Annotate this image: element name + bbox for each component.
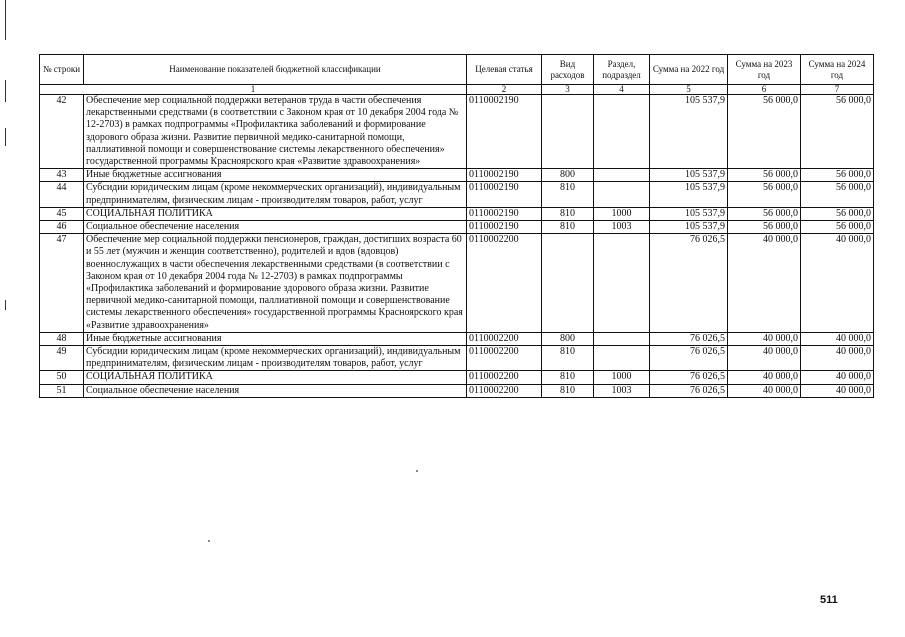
sum-2024: 56 000,0 <box>801 182 874 207</box>
sum-2022: 76 026,5 <box>650 332 728 345</box>
table-row <box>40 371 874 384</box>
indicator-name: Субсидии юридическим лицам (кроме некоммерческих организаций), индивидуальным предпринимателям, физическим лицам - производителям товаров, работ, услуг <box>84 182 467 207</box>
sum-2024: 56 000,0 <box>801 221 874 234</box>
header-no: № строки <box>40 55 84 85</box>
scan-speck <box>208 540 210 542</box>
sum-2023: 40 000,0 <box>728 371 801 384</box>
expense-type: 810 <box>542 207 594 220</box>
target-article: 0110002190 <box>467 95 542 169</box>
expense-type: 810 <box>542 182 594 207</box>
indicator-name: Иные бюджетные ассигнования <box>84 332 467 345</box>
page-number: 511 <box>820 594 838 606</box>
section-subsection <box>594 346 650 371</box>
row-number: 49 <box>40 346 84 371</box>
expense-type: 800 <box>542 332 594 345</box>
header-vr: Вид расходов <box>542 55 594 85</box>
sum-2022: 105 537,9 <box>650 182 728 207</box>
column-number-row <box>40 85 874 95</box>
column-number: 4 <box>594 85 650 95</box>
sum-2023: 40 000,0 <box>728 346 801 371</box>
table-row <box>40 384 874 397</box>
sum-2022: 76 026,5 <box>650 371 728 384</box>
target-article: 0110002190 <box>467 221 542 234</box>
table-row <box>40 95 874 169</box>
sum-2023: 40 000,0 <box>728 384 801 397</box>
column-number: 1 <box>40 85 467 95</box>
sum-2022: 105 537,9 <box>650 169 728 182</box>
expense-type <box>542 95 594 169</box>
sum-2024: 40 000,0 <box>801 234 874 333</box>
section-subsection: 1000 <box>594 207 650 220</box>
table-row <box>40 332 874 345</box>
header-name: Наименование показателей бюджетной классификации <box>84 55 467 85</box>
table-row <box>40 182 874 207</box>
indicator-name: Обеспечение мер социальной поддержки пенсионеров, граждан, достигших возраста 60 и 55 лет (мужчин и женщин соответственно), родителей и вдов (вдовцов) военнослужащих в части обеспечения лекарственными средствами (в соответствии с Законом края от 10 декабря 2004 года № 12-2703) в рамках подпрограммы «Профилактика заболеваний и формирование здорового образа жизни. Развитие первичной медико-санитарной помощи, паллиативной помощи и совершенствование системы лекарственного обеспечения» государственной программы Красноярского края «Развитие здравоохранения» <box>84 234 467 333</box>
section-subsection <box>594 182 650 207</box>
indicator-name: СОЦИАЛЬНАЯ ПОЛИТИКА <box>84 371 467 384</box>
header-row <box>40 55 874 85</box>
section-subsection: 1003 <box>594 384 650 397</box>
indicator-name: СОЦИАЛЬНАЯ ПОЛИТИКА <box>84 207 467 220</box>
target-article: 0110002190 <box>467 169 542 182</box>
column-number: 2 <box>467 85 542 95</box>
target-article: 0110002190 <box>467 207 542 220</box>
header-sum-2022: Сумма на 2022 год <box>650 55 728 85</box>
sum-2023: 56 000,0 <box>728 95 801 169</box>
target-article: 0110002200 <box>467 332 542 345</box>
table-body <box>40 95 874 398</box>
header-sum-2023: Сумма на 2023 год <box>728 55 801 85</box>
table-row <box>40 221 874 234</box>
row-number: 45 <box>40 207 84 220</box>
header-sum-2024: Сумма на 2024 год <box>801 55 874 85</box>
indicator-name: Социальное обеспечение населения <box>84 221 467 234</box>
sum-2023: 40 000,0 <box>728 332 801 345</box>
expense-type: 810 <box>542 371 594 384</box>
column-number: 5 <box>650 85 728 95</box>
sum-2022: 76 026,5 <box>650 384 728 397</box>
sum-2024: 40 000,0 <box>801 346 874 371</box>
expense-type: 800 <box>542 169 594 182</box>
scan-edge-mark <box>5 0 6 40</box>
row-number: 51 <box>40 384 84 397</box>
section-subsection: 1003 <box>594 221 650 234</box>
scan-edge-mark <box>5 300 6 310</box>
sum-2022: 76 026,5 <box>650 346 728 371</box>
column-number: 6 <box>728 85 801 95</box>
column-number: 7 <box>801 85 874 95</box>
sum-2023: 56 000,0 <box>728 207 801 220</box>
sum-2024: 40 000,0 <box>801 384 874 397</box>
column-number: 3 <box>542 85 594 95</box>
indicator-name: Социальное обеспечение населения <box>84 384 467 397</box>
row-number: 47 <box>40 234 84 333</box>
sum-2022: 105 537,9 <box>650 95 728 169</box>
row-number: 44 <box>40 182 84 207</box>
header-rz: Раздел, подраздел <box>594 55 650 85</box>
header-code: Целевая статья <box>467 55 542 85</box>
target-article: 0110002200 <box>467 234 542 333</box>
expense-type: 810 <box>542 384 594 397</box>
section-subsection <box>594 95 650 169</box>
indicator-name: Субсидии юридическим лицам (кроме некоммерческих организаций), индивидуальным предпринимателям, физическим лицам - производителям товаров, работ, услуг <box>84 346 467 371</box>
sum-2024: 40 000,0 <box>801 332 874 345</box>
sum-2023: 56 000,0 <box>728 182 801 207</box>
sum-2024: 40 000,0 <box>801 371 874 384</box>
indicator-name: Обеспечение мер социальной поддержки ветеранов труда в части обеспечения лекарственными средствами (в соответствии с Законом края от 10 декабря 2004 года № 12-2703) в рамках подпрограммы «Профилактика заболеваний и формирование здорового образа жизни. Развитие первичной медико-санитарной помощи, паллиативной помощи и совершенствование системы лекарственного обеспечения» государственной программы Красноярского края «Развитие здравоохранения» <box>84 95 467 169</box>
scan-edge-mark <box>5 80 6 102</box>
expense-type: 810 <box>542 346 594 371</box>
section-subsection <box>594 234 650 333</box>
sum-2023: 56 000,0 <box>728 221 801 234</box>
table-row <box>40 169 874 182</box>
section-subsection <box>594 169 650 182</box>
row-number: 48 <box>40 332 84 345</box>
indicator-name: Иные бюджетные ассигнования <box>84 169 467 182</box>
table-row <box>40 346 874 371</box>
sum-2023: 40 000,0 <box>728 234 801 333</box>
scan-edge-mark <box>5 128 6 146</box>
section-subsection: 1000 <box>594 371 650 384</box>
target-article: 0110002200 <box>467 384 542 397</box>
section-subsection <box>594 332 650 345</box>
row-number: 43 <box>40 169 84 182</box>
table-row <box>40 234 874 333</box>
sum-2022: 76 026,5 <box>650 234 728 333</box>
row-number: 42 <box>40 95 84 169</box>
target-article: 0110002190 <box>467 182 542 207</box>
sum-2023: 56 000,0 <box>728 169 801 182</box>
sum-2024: 56 000,0 <box>801 207 874 220</box>
target-article: 0110002200 <box>467 371 542 384</box>
table-row <box>40 207 874 220</box>
scan-speck <box>416 470 418 472</box>
expense-type <box>542 234 594 333</box>
expense-type: 810 <box>542 221 594 234</box>
budget-table <box>39 54 874 398</box>
target-article: 0110002200 <box>467 346 542 371</box>
row-number: 50 <box>40 371 84 384</box>
sum-2024: 56 000,0 <box>801 169 874 182</box>
row-number: 46 <box>40 221 84 234</box>
sum-2022: 105 537,9 <box>650 207 728 220</box>
sum-2022: 105 537,9 <box>650 221 728 234</box>
sum-2024: 56 000,0 <box>801 95 874 169</box>
